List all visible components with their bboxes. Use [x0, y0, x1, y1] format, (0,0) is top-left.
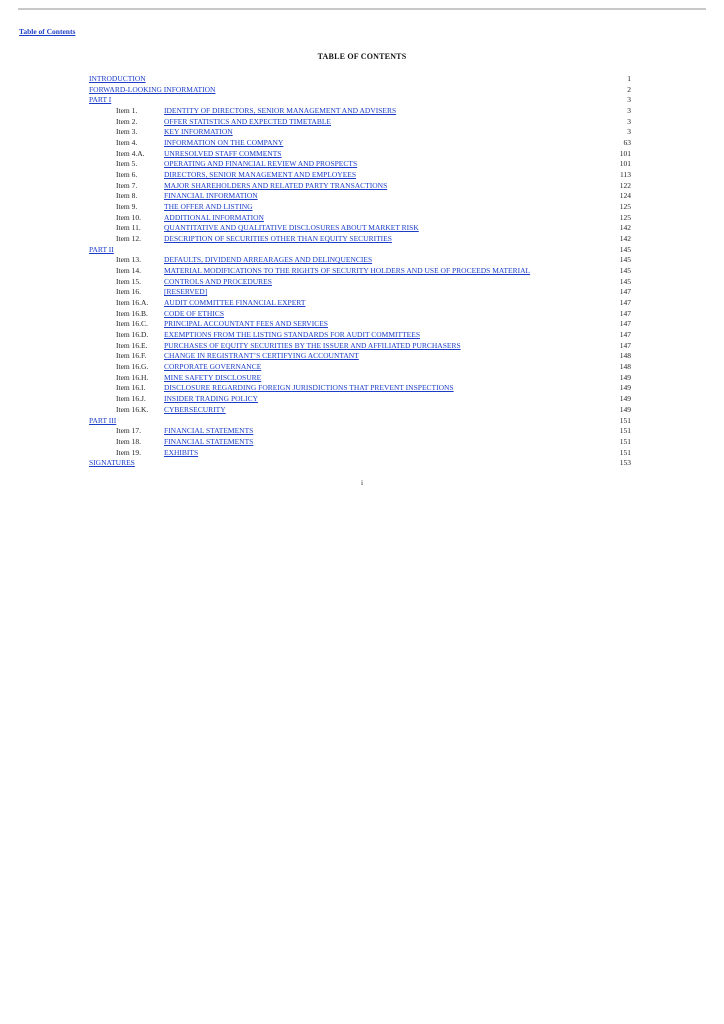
toc-page-number: 3: [627, 127, 631, 137]
toc-item-number: Item 11.: [116, 223, 141, 233]
table-of-contents-link[interactable]: Table of Contents: [19, 27, 76, 36]
toc-entry-link[interactable]: DESCRIPTION OF SECURITIES OTHER THAN EQUITY SECURITIES: [164, 234, 392, 244]
toc-item-number: Item 16.I.: [116, 383, 146, 393]
toc-row: [89, 416, 633, 427]
toc-entry-link[interactable]: CORPORATE GOVERNANCE: [164, 362, 262, 372]
toc-row: [89, 202, 633, 213]
toc-list: [89, 74, 633, 469]
toc-item-number: Item 16.: [116, 287, 141, 297]
toc-entry-link[interactable]: MAJOR SHAREHOLDERS AND RELATED PARTY TRANSACTIONS: [164, 180, 388, 190]
toc-page-number: 147: [619, 340, 631, 350]
toc-row: [89, 458, 633, 469]
toc-page-number: 148: [619, 362, 631, 372]
toc-entry-link[interactable]: FINANCIAL INFORMATION: [164, 191, 258, 201]
toc-item-number: Item 16.H.: [116, 372, 149, 382]
toc-entry-link[interactable]: INSIDER TRADING POLICY: [164, 394, 259, 404]
toc-page-number: 2: [627, 84, 631, 94]
toc-item-number: Item 9.: [116, 202, 138, 212]
page-number: i: [360, 478, 364, 487]
toc-page-number: 145: [619, 276, 631, 286]
toc-item-number: Item 4.: [116, 138, 138, 148]
toc-page-number: 147: [619, 298, 631, 308]
toc-entry-link[interactable]: CONTROLS AND PROCEDURES: [164, 276, 272, 286]
toc-entry-link[interactable]: PART I: [89, 95, 112, 105]
toc-entry-link[interactable]: FORWARD-LOOKING INFORMATION: [89, 84, 216, 94]
toc-row: [89, 245, 633, 256]
toc-page-number: 122: [619, 180, 631, 190]
toc-entry-link[interactable]: UNRESOLVED STAFF COMMENTS: [164, 148, 282, 158]
toc-item-number: Item 8.: [116, 191, 138, 201]
toc-entry-link[interactable]: OPERATING AND FINANCIAL REVIEW AND PROSPECTS: [164, 159, 358, 169]
toc-item-number: Item 16.D.: [116, 330, 149, 340]
toc-item-number: Item 3.: [116, 127, 138, 137]
toc-page-number: 153: [619, 458, 631, 468]
toc-entry-link[interactable]: PART II: [89, 244, 114, 254]
toc-row: [89, 351, 633, 362]
toc-item-number: Item 2.: [116, 116, 138, 126]
toc-entry-link[interactable]: PART III: [89, 415, 117, 425]
toc-page-number: 125: [619, 202, 631, 212]
toc-page-number: 149: [619, 372, 631, 382]
toc-entry-link[interactable]: DISCLOSURE REGARDING FOREIGN JURISDICTIONS THAT PREVENT INSPECTIONS: [164, 383, 454, 393]
toc-page-number: 1: [627, 74, 631, 83]
toc-item-number: Item 4.A.: [116, 148, 145, 158]
toc-entry-link[interactable]: DIRECTORS, SENIOR MANAGEMENT AND EMPLOYEES: [164, 170, 357, 180]
toc-entry-link[interactable]: INTRODUCTION: [89, 74, 146, 83]
toc-row: [89, 266, 633, 277]
toc-item-number: Item 17.: [116, 426, 141, 436]
toc-entry-link[interactable]: CHANGE IN REGISTRANT’S CERTIFYING ACCOUNTANT: [164, 351, 359, 361]
toc-page-number: 101: [619, 159, 631, 169]
toc-row: [89, 95, 633, 106]
toc-item-number: Item 5.: [116, 159, 138, 169]
toc-row: [89, 394, 633, 405]
toc-item-number: Item 12.: [116, 234, 141, 244]
toc-item-number: Item 14.: [116, 266, 141, 276]
toc-page-number: 151: [619, 447, 631, 457]
toc-item-number: Item 15.: [116, 276, 141, 286]
toc-item-number: Item 16.A.: [116, 298, 149, 308]
toc-page-number: 147: [619, 308, 631, 318]
toc-entry-link[interactable]: EXEMPTIONS FROM THE LISTING STANDARDS FOR AUDIT COMMITTEES: [164, 330, 421, 340]
toc-entry-link[interactable]: AUDIT COMMITTEE FINANCIAL EXPERT: [164, 298, 306, 308]
toc-row: [89, 298, 633, 309]
toc-item-number: Item 16.J.: [116, 394, 146, 404]
toc-page-number: 3: [627, 116, 631, 126]
toc-entry-link[interactable]: INFORMATION ON THE COMPANY: [164, 138, 284, 148]
toc-item-number: Item 13.: [116, 255, 141, 265]
toc-page-number: 101: [619, 148, 631, 158]
toc-row: [89, 74, 633, 85]
toc-row: [89, 149, 633, 160]
toc-item-number: Item 1.: [116, 106, 138, 116]
toc-page-number: 145: [619, 266, 631, 276]
toc-entry-link[interactable]: FINANCIAL STATEMENTS: [164, 436, 254, 446]
toc-item-number: Item 7.: [116, 180, 138, 190]
toc-entry-link[interactable]: DEFAULTS, DIVIDEND ARREARAGES AND DELINQUENCIES: [164, 255, 373, 265]
toc-page-number: 151: [619, 426, 631, 436]
toc-row: [89, 106, 633, 117]
toc-entry-link[interactable]: OFFER STATISTICS AND EXPECTED TIMETABLE: [164, 116, 332, 126]
toc-entry-link[interactable]: FINANCIAL STATEMENTS: [164, 426, 254, 436]
toc-row: [89, 127, 633, 138]
toc-page-number: 63: [623, 138, 631, 148]
toc-page-number: 3: [627, 106, 631, 116]
toc-entry-link[interactable]: MATERIAL MODIFICATIONS TO THE RIGHTS OF SECURITY HOLDERS AND USE OF PROCEEDS MATERIAL: [164, 266, 531, 276]
toc-item-number: Item 16.K.: [116, 404, 149, 414]
toc-row: [89, 362, 633, 373]
toc-item-number: Item 6.: [116, 170, 138, 180]
toc-row: [89, 85, 633, 96]
toc-row: [89, 309, 633, 320]
toc-item-number: Item 16.B.: [116, 308, 148, 318]
toc-page-number: 125: [619, 212, 631, 222]
toc-page-number: 3: [627, 95, 631, 105]
toc-row: [89, 213, 633, 224]
toc-row: [89, 341, 633, 352]
top-rule: [18, 8, 706, 10]
toc-entry-link[interactable]: [RESERVED]: [164, 287, 208, 297]
toc-item-number: Item 16.E.: [116, 340, 148, 350]
toc-page-number: 142: [619, 234, 631, 244]
toc-row: [89, 255, 633, 266]
toc-entry-link[interactable]: THE OFFER AND LISTING: [164, 202, 253, 212]
toc-row: [89, 159, 633, 170]
toc-page-number: 145: [619, 255, 631, 265]
toc-entry-link[interactable]: EXHIBITS: [164, 447, 199, 457]
toc-page-number: 124: [619, 191, 631, 201]
toc-entry-link[interactable]: MINE SAFETY DISCLOSURE: [164, 372, 262, 382]
toc-row: [89, 373, 633, 384]
toc-page-number: 151: [619, 436, 631, 446]
toc-entry-link[interactable]: CODE OF ETHICS: [164, 308, 225, 318]
toc-item-number: Item 10.: [116, 212, 141, 222]
toc-row: [89, 287, 633, 298]
toc-page-number: 147: [619, 319, 631, 329]
toc-page-number: 142: [619, 223, 631, 233]
toc-row: [89, 426, 633, 437]
toc-item-number: Item 18.: [116, 436, 141, 446]
toc-entry-link[interactable]: SIGNATURES: [89, 458, 135, 468]
toc-page-number: 113: [620, 170, 631, 180]
toc-page-number: 145: [619, 244, 631, 254]
toc-row: [89, 437, 633, 448]
toc-page-number: 148: [619, 351, 631, 361]
toc-row: [89, 330, 633, 341]
toc-row: [89, 117, 633, 128]
toc-page-number: 149: [619, 383, 631, 393]
toc-row: [89, 170, 633, 181]
toc-row: [89, 319, 633, 330]
toc-page-number: 147: [619, 330, 631, 340]
toc-entry-link[interactable]: QUANTITATIVE AND QUALITATIVE DISCLOSURES ABOUT MARKET RISK: [164, 223, 419, 233]
toc-entry-link[interactable]: CYBERSECURITY: [164, 404, 226, 414]
toc-entry-link[interactable]: ADDITIONAL INFORMATION: [164, 212, 264, 222]
toc-row: [89, 383, 633, 394]
toc-row: [89, 277, 633, 288]
toc-entry-link[interactable]: PRINCIPAL ACCOUNTANT FEES AND SERVICES: [164, 319, 328, 329]
toc-row: [89, 181, 633, 192]
toc-item-number: Item 16.G.: [116, 362, 149, 372]
toc-item-number: Item 19.: [116, 447, 141, 457]
toc-row: [89, 234, 633, 245]
toc-row: [89, 191, 633, 202]
toc-entry-link[interactable]: IDENTITY OF DIRECTORS, SENIOR MANAGEMENT AND ADVISERS: [164, 106, 397, 116]
toc-row: [89, 448, 633, 459]
toc-row: [89, 138, 633, 149]
page-title: TABLE OF CONTENTS: [317, 52, 407, 61]
toc-page-number: 149: [619, 394, 631, 404]
toc-item-number: Item 16.F.: [116, 351, 147, 361]
toc-row: [89, 223, 633, 234]
toc-entry-link[interactable]: PURCHASES OF EQUITY SECURITIES BY THE ISSUER AND AFFILIATED PURCHASERS: [164, 340, 461, 350]
toc-item-number: Item 16.C.: [116, 319, 148, 329]
toc-page-number: 147: [619, 287, 631, 297]
toc-page-number: 151: [619, 415, 631, 425]
toc-entry-link[interactable]: KEY INFORMATION: [164, 127, 233, 137]
toc-page-number: 149: [619, 404, 631, 414]
toc-row: [89, 405, 633, 416]
